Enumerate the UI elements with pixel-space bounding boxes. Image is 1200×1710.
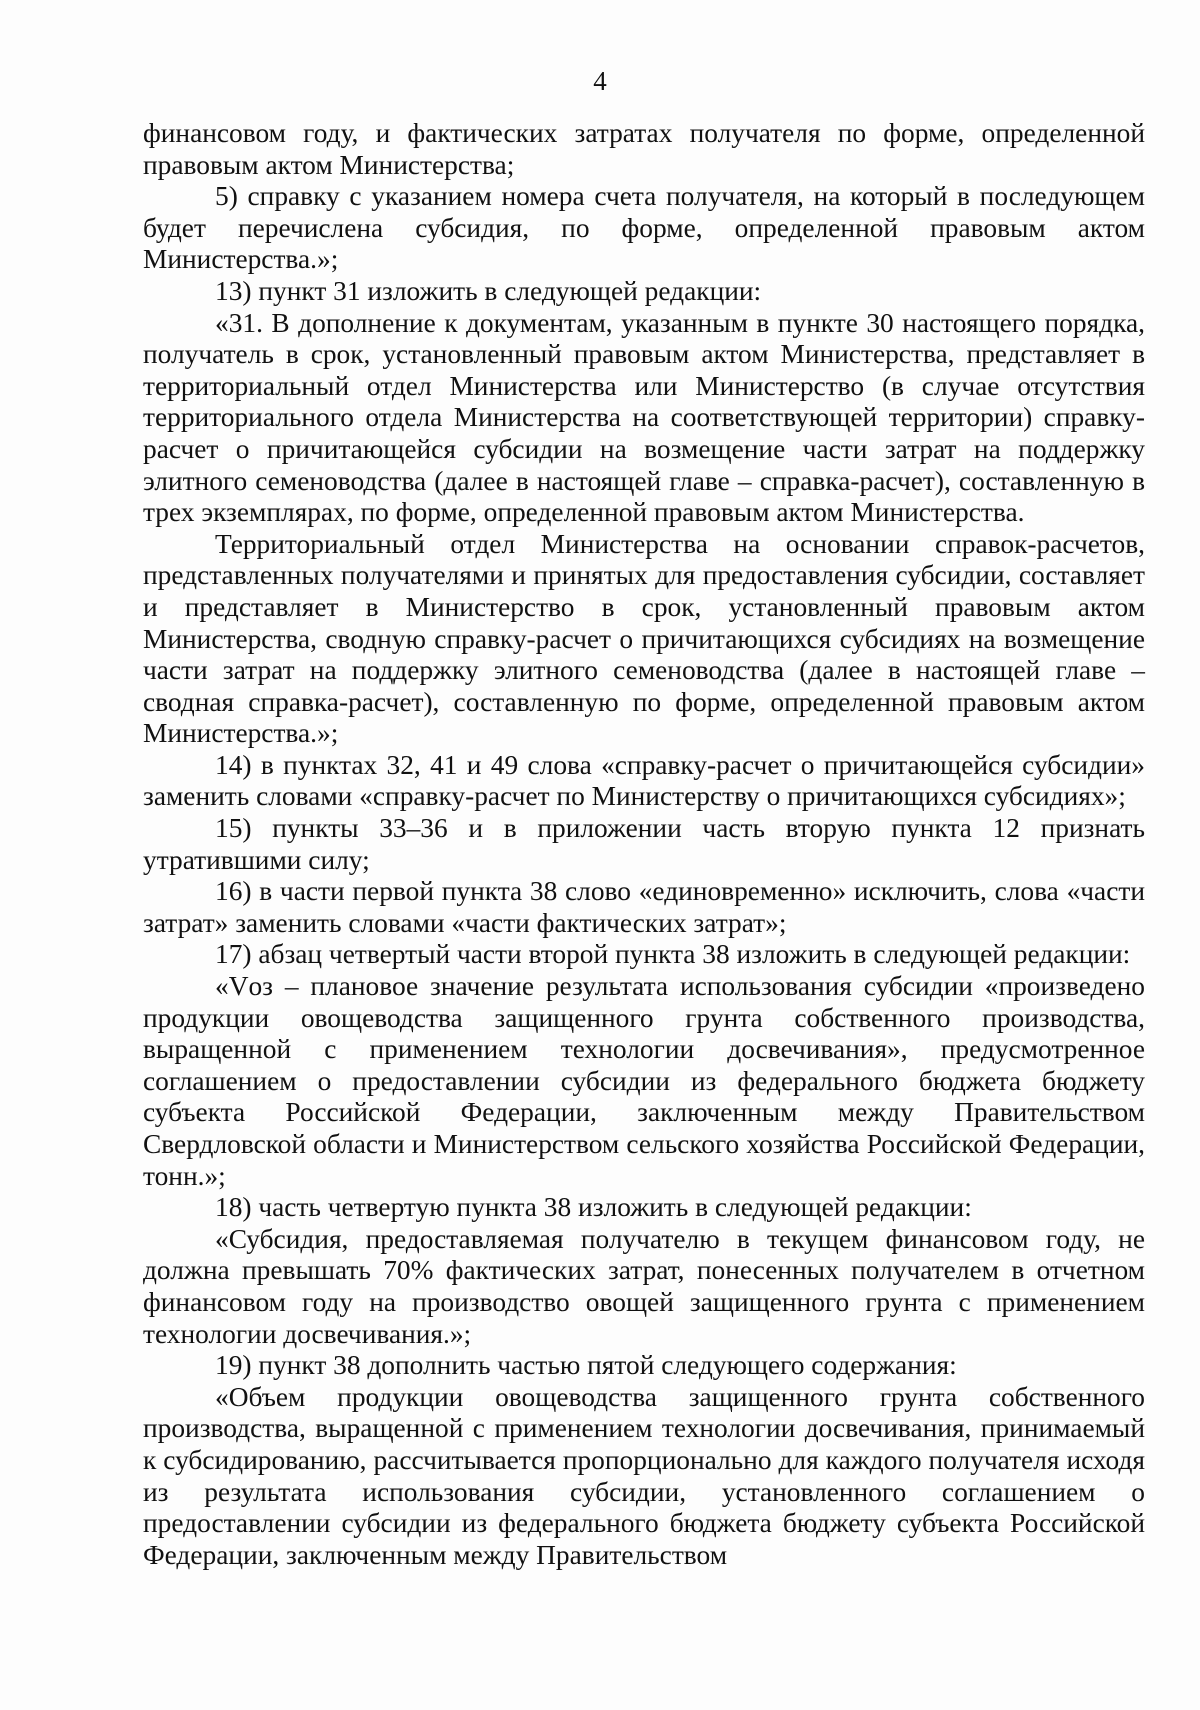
document-body xyxy=(143,118,1145,1571)
paragraph: Территориальный отдел Министерства на основании справок-расчетов, представленных получателями и принятых для предоставления субсидии, составляет и представляет в Министерство в срок, установленный правовым актом Министерства, сводную справку-расчет о причитающихся субсидиях на возмещение части затрат на поддержку элитного семеноводства (далее в настоящей главе – сводная справка-расчет), составленную по форме, определенной правовым актом Министерства.»; xyxy=(143,528,1145,749)
paragraph: 14) в пунктах 32, 41 и 49 слова «справку-расчет о причитающейся субсидии» заменить словами «справку-расчет по Министерству о причитающихся субсидиях»; xyxy=(143,749,1145,812)
paragraph: 18) часть четвертую пункта 38 изложить в следующей редакции: xyxy=(215,1192,972,1223)
paragraph: «Субсидия, предоставляемая получателю в текущем финансовом году, не должна превышать 70% фактических затрат, понесенных получателем в отчетном финансовом году на производство овощей защищенного грунта с применением технологии досвечивания.»; xyxy=(143,1223,1145,1349)
paragraph: 19) пункт 38 дополнить частью пятой следующего содержания: xyxy=(215,1350,957,1381)
paragraph: 5) справку с указанием номера счета получателя, на который в последующем будет перечислена субсидия, по форме, определенной правовым актом Министерства.»; xyxy=(143,181,1145,275)
paragraph: «Объем продукции овощеводства защищенного грунта собственного производства, выращенной с применением технологии досвечивания, принимаемый к субсидированию, рассчитывается пропорционально для каждого получателя исходя из результата использования субсидии, установленного соглашением о предоставлении субсидии из федерального бюджета бюджету субъекта Российской Федерации, заключенным между Правительством xyxy=(143,1381,1145,1570)
paragraph: 15) пункты 33–36 и в приложении часть вторую пункта 12 признать утратившими силу; xyxy=(143,813,1145,875)
paragraph: 13) пункт 31 изложить в следующей редакции: xyxy=(215,275,762,306)
paragraph: финансовом году, и фактических затратах получателя по форме, определенной правовым актом Министерства; xyxy=(143,118,1145,180)
paragraph: «Vоз – плановое значение результата использования субсидии «произведено продукции овощеводства защищенного грунта собственного производства, выращенной с применением технологии досвечивания», предусмотренное соглашением о предоставлении субсидии из федерального бюджета бюджету субъекта Российской Федерации, заключенным между Правительством Свердловской области и Министерством сельского хозяйства Российской Федерации, тонн.»; xyxy=(143,971,1145,1191)
page-number: 4 xyxy=(593,66,607,96)
paragraph: 17) абзац четвертый части второй пункта 38 изложить в следующей редакции: xyxy=(215,939,1131,970)
paragraph: «31. В дополнение к документам, указанным в пункте 30 настоящего порядка, получатель в срок, установленный правовым актом Министерства, представляет в территориальный отдел Министерства или Министерство (в случае отсутствия территориального отдела Министерства на соответствующей территории) справку-расчет о причитающейся субсидии на возмещение части затрат на поддержку элитного семеноводства (далее в настоящей главе – справка-расчет), составленную в трех экземплярах, по форме, определенной правовым актом Министерства. xyxy=(143,307,1145,528)
paragraph: 16) в части первой пункта 38 слово «единовременно» исключить, слова «части затрат» заменить словами «части фактических затрат»; xyxy=(143,876,1145,938)
